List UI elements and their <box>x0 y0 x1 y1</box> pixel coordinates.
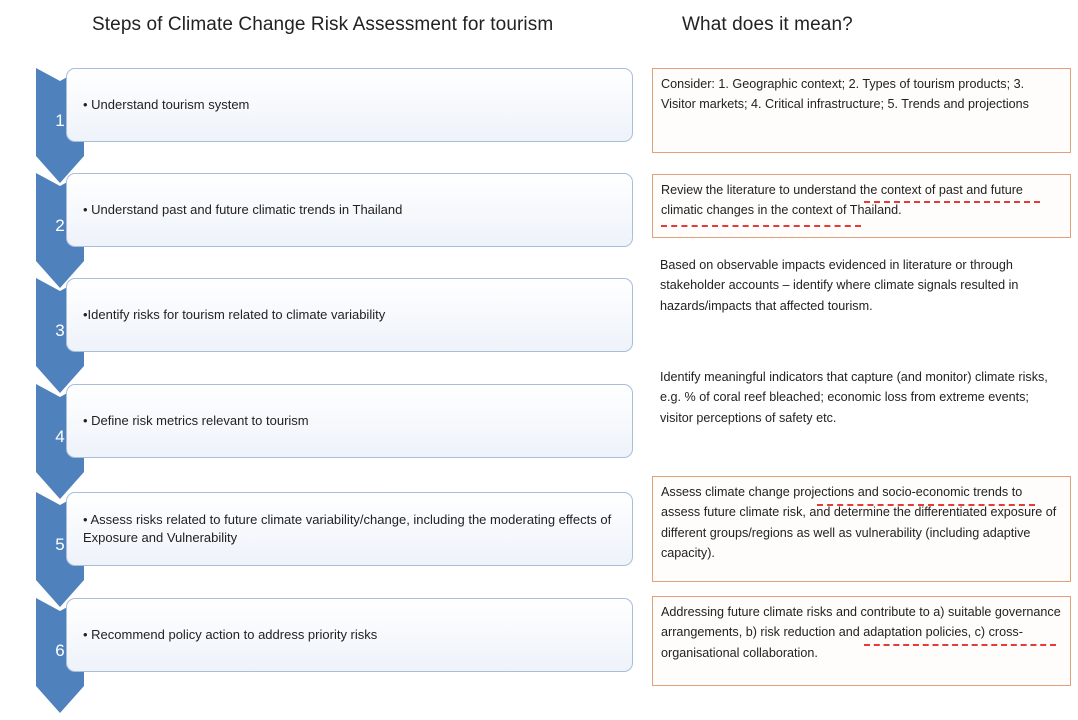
meaning-text-3: Based on observable impacts evidenced in literature or through stakeholder accounts – identify where climate signals resulted in hazards/impacts that affected tourism. <box>660 258 1019 313</box>
step-box-2 <box>66 173 633 247</box>
step-text-5: • Assess risks related to future climate variability/change, including the moderating effects of Exposure and Vulnerability <box>83 512 612 545</box>
meaning-box-6 <box>652 596 1071 686</box>
meaning-header: What does it mean? <box>682 14 853 35</box>
meaning-box-3 <box>652 250 1071 336</box>
step-box-1 <box>66 68 633 142</box>
step-box-3 <box>66 278 633 352</box>
step-row-5 <box>0 485 1078 592</box>
meaning-box-1 <box>652 68 1071 153</box>
step-box-6 <box>66 598 633 672</box>
step-row-1 <box>0 68 1078 168</box>
step-text-6: • Recommend policy action to address priority risks <box>83 627 378 643</box>
step-text-2: • Understand past and future climatic trends in Thailand <box>83 202 403 218</box>
meaning-text-6: Addressing future climate risks and contribute to a) suitable governance arrangements, b) risk reduction and adaptation policies, c) cross-organisational collaboration. <box>661 605 1061 660</box>
step-text-3: •Identify risks for tourism related to climate variability <box>83 307 386 323</box>
meaning-text-5: Assess climate change projections and socio-economic trends to assess future climate risk, and determine the differentiated exposure of different groups/regions as well as vulnerability (including adaptive capacity). <box>661 485 1057 561</box>
meaning-text-2: Review the literature to understand the context of past and future climatic changes in the context of Thailand. <box>661 183 1023 218</box>
step-number-4: 4 <box>55 427 65 446</box>
annotation-underline-6 <box>864 644 1056 646</box>
meaning-text-4: Identify meaningful indicators that capture (and monitor) climate risks, e.g. % of coral reef bleached; economic loss from extreme events; visitor perceptions of safety etc. <box>660 370 1048 425</box>
step-row-6 <box>0 598 1078 698</box>
step-number-1: 1 <box>55 111 65 130</box>
meaning-text-1: Consider: 1. Geographic context; 2. Types of tourism products; 3. Visitor markets; 4. Critical infrastructure; 5. Trends and projections <box>661 77 1029 112</box>
step-number-2: 2 <box>55 216 65 235</box>
step-number-5: 5 <box>55 535 65 554</box>
meaning-box-5 <box>652 476 1071 582</box>
step-text-1: • Understand tourism system <box>83 97 250 113</box>
step-row-4 <box>0 370 1078 484</box>
step-number-3: 3 <box>55 321 65 340</box>
annotation-underline-2a <box>864 201 1040 203</box>
steps-header: Steps of Climate Change Risk Assessment for tourism <box>92 14 554 35</box>
meaning-box-2 <box>652 174 1071 238</box>
meaning-box-4 <box>652 362 1071 448</box>
annotation-underline-5 <box>817 504 1035 506</box>
annotation-underline-2b <box>661 225 861 227</box>
step-text-4: • Define risk metrics relevant to tourism <box>83 413 309 429</box>
step-box-5 <box>66 492 633 566</box>
step-box-4 <box>66 384 633 458</box>
step-number-6: 6 <box>55 641 65 660</box>
